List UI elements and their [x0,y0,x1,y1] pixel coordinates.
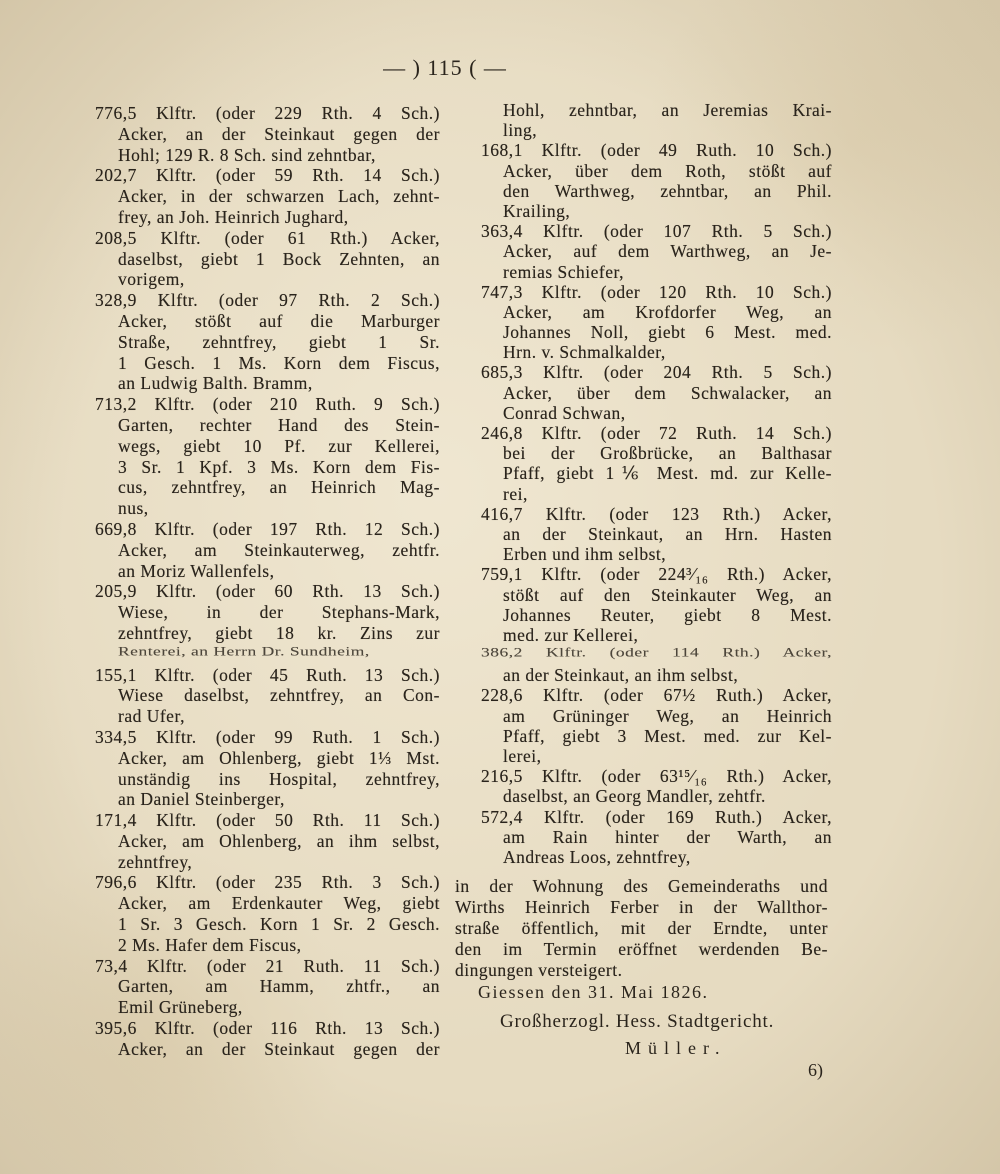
parcel-detail-line: Hohl; 129 R. 8 Sch. sind zehntbar, [118,144,376,165]
parcel-entry [95,810,440,872]
notice-line: in der Wohnung des Gemeinderaths und [455,876,828,896]
parcel-size-line: 202,7 Klftr. (oder 59 Rth. 14 Sch.) [95,165,440,186]
parcel-size-line: 228,6 Klftr. (oder 67½ Ruth.) Acker, [481,685,832,706]
parcel-entry [481,685,832,766]
parcel-entry [95,103,440,165]
parcel-detail-line: ling, [503,120,538,141]
parcel-size-line: 216,5 Klftr. (oder 63¹⁵⁄₁₆ Rth.) Acker, [481,766,832,787]
notice-line: dingungen versteigert. [455,960,623,980]
parcel-size-line: 155,1 Klftr. (oder 45 Ruth. 13 Sch.) [95,664,440,685]
right-column [481,100,832,867]
parcel-entry [481,564,832,645]
parcel-entry [95,872,440,955]
parcel-detail-line: lerei, [503,746,542,766]
parcel-entry [95,165,440,227]
parcel-size-line: 363,4 Klftr. (oder 107 Rth. 5 Sch.) [481,221,832,242]
parcel-detail-line: Andreas Loos, zehntfrey, [503,846,691,867]
parcel-detail-line: Acker, am Erdenkauter Weg, giebt [118,893,440,914]
parcel-detail-line: Garten, rechter Hand des Stein- [118,414,440,435]
parcel-entry [481,807,832,868]
parcel-entry [95,727,440,810]
parcel-entry [95,1018,440,1060]
parcel-detail-line: Wiese daselbst, zehntfrey, an Con- [118,685,440,706]
parcel-detail-line: an Ludwig Balth. Bramm, [118,373,313,394]
parcel-size-line: 328,9 Klftr. (oder 97 Rth. 2 Sch.) [95,290,440,311]
parcel-entry [95,394,440,519]
signatory-name: Müller. [625,1038,727,1058]
notice-line: straße öffentlich, mit der Erndte, unter [455,918,828,938]
parcel-size-line: 334,5 Klftr. (oder 99 Ruth. 1 Sch.) [95,726,440,747]
parcel-size-line: 669,8 Klftr. (oder 197 Rth. 12 Sch.) [95,518,440,539]
parcel-detail-line: bei der Großbrücke, an Balthasar [503,443,832,464]
parcel-detail-line: Straße, zehntfrey, giebt 1 Sr. [118,331,440,352]
catchword: 6) [808,1060,823,1080]
auction-notice-paragraph [455,876,828,981]
parcel-detail-line: Krailing, [503,200,571,221]
parcel-detail-line: Acker, am Krofdorfer Weg, an [503,301,832,322]
page-number-header: — ) 115 ( — [383,55,507,80]
parcel-entry [481,645,832,685]
parcel-detail-line: Acker, stößt auf die Marburger [118,310,440,331]
parcel-detail-line: Acker, an der Steinkaut gegen der [118,123,440,144]
parcel-detail-line: stößt auf den Steinkauter Weg, an [503,584,832,605]
parcel-entry [481,504,832,565]
continued-parcel-entry [481,100,832,140]
parcel-size-line: 759,1 Klftr. (oder 224³⁄₁₆ Rth.) Acker, [481,564,832,585]
parcel-detail-line: Acker, in der schwarzen Lach, zehnt- [118,186,440,207]
parcel-size-line: 713,2 Klftr. (oder 210 Ruth. 9 Sch.) [95,394,440,415]
parcel-entry [95,519,440,581]
parcel-detail-line: med. zur Kellerei, [503,624,639,645]
notice-line: Wirths Heinrich Ferber in der Wallthor- [455,897,828,917]
parcel-size-line: 776,5 Klftr. (oder 229 Rth. 4 Sch.) [95,103,440,123]
left-column [95,103,440,1060]
parcel-entry [95,665,440,727]
parcel-detail-line: Garten, am Hamm, zhtfr., an [118,976,440,997]
parcel-size-line: 395,6 Klftr. (oder 116 Rth. 13 Sch.) [95,1018,440,1039]
parcel-detail-line: am Grüninger Weg, an Heinrich [503,705,832,726]
parcel-entry [95,290,440,394]
parcel-detail-line: Acker, über dem Roth, stößt auf [503,160,832,181]
parcel-size-line: 685,3 Klftr. (oder 204 Rth. 5 Sch.) [481,362,832,383]
parcel-entry [95,581,440,664]
parcel-detail-line: an Daniel Steinberger, [118,789,285,810]
parcel-size-line: 796,6 Klftr. (oder 235 Rth. 3 Sch.) [95,872,440,893]
parcel-detail-line: unständig ins Hospital, zehntfrey, [118,768,440,789]
parcel-size-line: 208,5 Klftr. (oder 61 Rth.) Acker, [95,227,440,248]
parcel-detail-line: zehntfrey, [118,851,193,872]
parcel-size-line: 205,9 Klftr. (oder 60 Rth. 13 Sch.) [95,581,440,602]
parcel-detail-line: Hohl, zehntbar, an Jeremias Krai- [503,100,832,120]
parcel-detail-line: Acker, auf dem Warthweg, an Je- [503,241,832,262]
court-name: Großherzogl. Hess. Stadtgericht. [500,1011,775,1032]
parcel-entry [95,956,440,1018]
parcel-detail-line: Acker, am Steinkauterweg, zehtfr. [118,539,440,560]
parcel-detail-line: Acker, über dem Schwalacker, an [503,382,832,403]
parcel-detail-line: remias Schiefer, [503,261,624,282]
parcel-size-line: 246,8 Klftr. (oder 72 Ruth. 14 Sch.) [481,423,832,443]
parcel-detail-line: Johannes Noll, giebt 6 Mest. med. [503,322,832,343]
parcel-size-line: 572,4 Klftr. (oder 169 Ruth.) Acker, [481,806,832,827]
place-date-line: Giessen den 31. Mai 1826. [478,982,709,1002]
parcel-detail-line: Emil Grüneberg, [118,997,243,1018]
parcel-size-line: 171,4 Klftr. (oder 50 Rth. 11 Sch.) [95,810,440,831]
parcel-detail-line: Conrad Schwan, [503,402,626,423]
parcel-detail-line: nus, [118,498,149,519]
parcel-entry [481,140,832,221]
parcel-detail-line: daselbst, giebt 1 Bock Zehnten, an [118,248,440,269]
parcel-detail-line: an der Steinkaut, an Hrn. Hasten [503,523,832,544]
parcel-detail-line: Hrn. v. Schmalkalder, [503,342,666,363]
parcel-detail-line: am Rain hinter der Warth, an [503,826,832,847]
parcel-entry [95,228,440,290]
parcel-detail-line: an Moriz Wallenfels, [118,560,275,581]
parcel-size-line: 747,3 Klftr. (oder 120 Rth. 10 Sch.) [481,281,832,302]
parcel-detail-line: 1 Sr. 3 Gesch. Korn 1 Sr. 2 Gesch. [118,914,440,935]
parcel-detail-line: an der Steinkaut, an ihm selbst, [503,665,739,686]
parcel-detail-line: wegs, giebt 10 Pf. zur Kellerei, [118,435,440,456]
parcel-detail-line: Acker, an der Steinkaut gegen der [118,1038,440,1059]
parcel-detail-line: Wiese, in der Stephans-Mark, [118,602,440,623]
parcel-entry [481,766,832,806]
parcel-detail-line: 1 Gesch. 1 Ms. Korn dem Fiscus, [118,352,440,373]
parcel-detail-line: rei, [503,483,528,504]
parcel-detail-line: 3 Sr. 1 Kpf. 3 Ms. Korn dem Fis- [118,456,440,477]
parcel-detail-line: Acker, am Ohlenberg, giebt 1⅓ Mst. [118,747,440,768]
parcel-entry [481,282,832,363]
parcel-detail-line: 2 Ms. Hafer dem Fiscus, [118,934,302,955]
parcel-detail-line: daselbst, an Georg Mandler, zehtfr. [503,786,766,807]
parcel-entry [481,362,832,423]
parcel-detail-line: Erben und ihm selbst, [503,544,667,565]
parcel-detail-line: cus, zehntfrey, an Heinrich Mag- [118,477,440,498]
notice-line: den im Termin eröffnet werdenden Be- [455,939,828,959]
parcel-detail-line: Renterei, an Herrn Dr. Sundheim, [118,643,370,659]
parcel-detail-line: Johannes Reuter, giebt 8 Mest. [503,604,832,625]
parcel-size-line: 73,4 Klftr. (oder 21 Ruth. 11 Sch.) [95,955,440,976]
parcel-detail-line: Pfaff, giebt 1⅙ Mest. md. zur Kelle- [503,463,832,484]
parcel-detail-line: zehntfrey, giebt 18 kr. Zins zur [118,622,440,643]
parcel-detail-line: vorigem, [118,269,185,290]
parcel-size-line: 386,2 Klftr. (oder 114 Rth.) Acker, [481,645,832,660]
parcel-detail-line: den Warthweg, zehntbar, an Phil. [503,180,832,201]
parcel-detail-line: frey, an Joh. Heinrich Jughard, [118,206,349,227]
parcel-entry [481,221,832,282]
parcel-entry [481,423,832,504]
parcel-size-line: 168,1 Klftr. (oder 49 Ruth. 10 Sch.) [481,140,832,161]
parcel-detail-line: Pfaff, giebt 3 Mest. med. zur Kel- [503,725,832,746]
parcel-detail-line: Acker, am Ohlenberg, an ihm selbst, [118,830,440,851]
parcel-detail-line: rad Ufer, [118,706,185,727]
parcel-size-line: 416,7 Klftr. (oder 123 Rth.) Acker, [481,503,832,524]
